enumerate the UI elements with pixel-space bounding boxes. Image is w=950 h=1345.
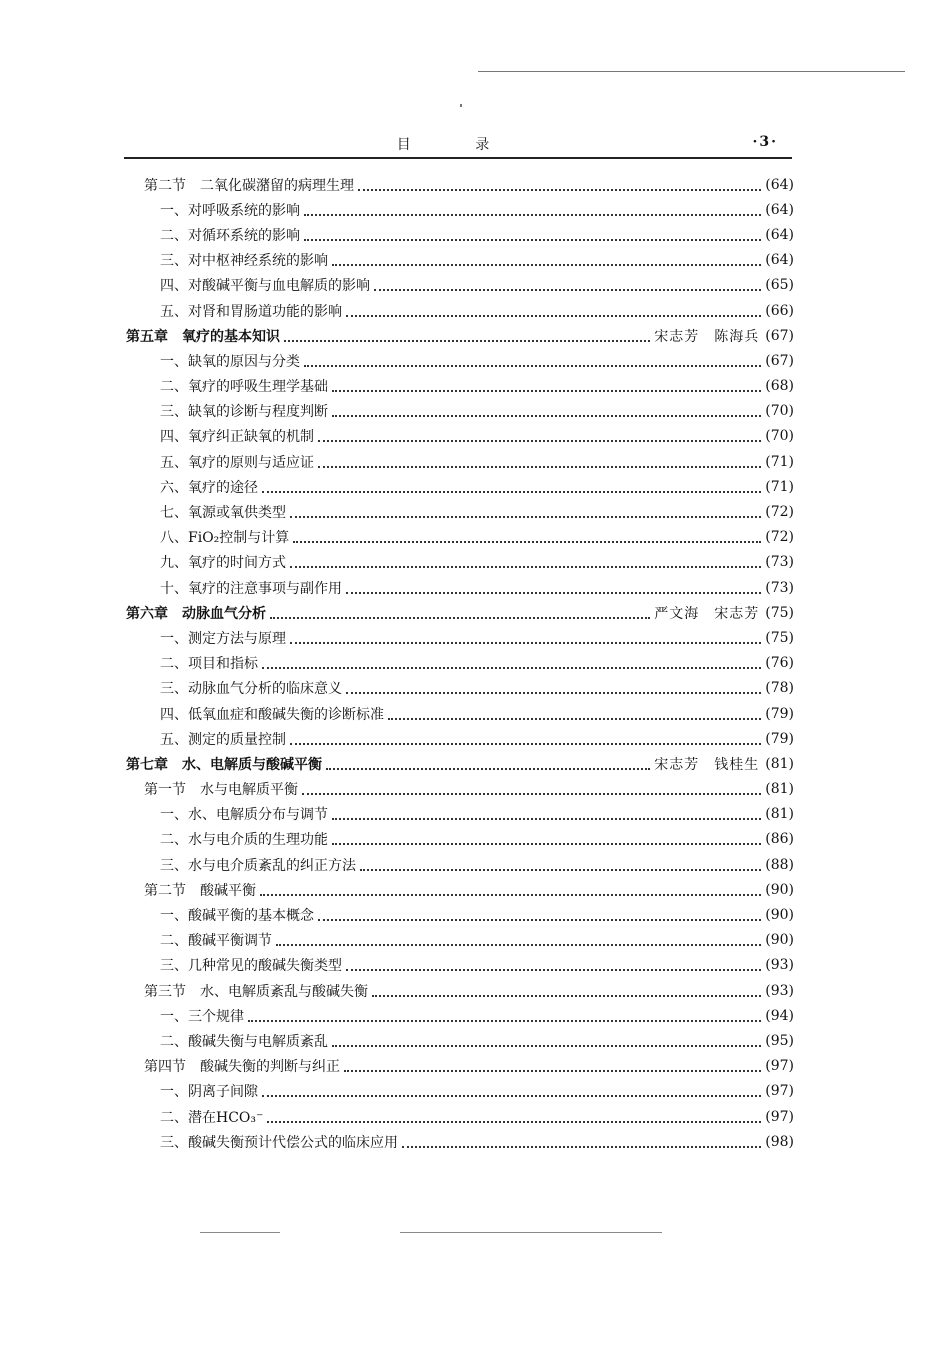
toc-entry-page: (73) <box>765 579 794 596</box>
toc-entry-title: 一、缺氧的原因与分类 <box>160 353 300 370</box>
toc-section-row <box>124 978 794 1003</box>
toc-entry-title: 第七章 水、电解质与酸碱平衡 <box>126 756 322 773</box>
dot-leader <box>318 905 761 921</box>
toc-item-row <box>124 902 794 927</box>
scan-speck <box>460 104 462 107</box>
toc-entry-page: (79) <box>765 730 794 747</box>
dot-leader <box>332 829 761 845</box>
toc-entry-title: 三、水与电介质紊乱的纠正方法 <box>160 857 356 874</box>
toc-entry-page: (64) <box>765 201 794 218</box>
toc-entry-page: (66) <box>765 302 794 319</box>
dot-leader <box>290 628 761 644</box>
toc-chapter-row <box>124 600 794 625</box>
dot-leader <box>290 729 761 745</box>
dot-leader <box>293 527 761 543</box>
toc-entry-title: 三、酸碱失衡预计代偿公式的临床应用 <box>160 1134 398 1151</box>
toc-entry-title: 五、对肾和胃肠道功能的影响 <box>160 303 342 320</box>
toc-entry-title: 二、酸碱平衡调节 <box>160 933 272 950</box>
toc-entry-title: 第六章 动脉血气分析 <box>126 605 266 622</box>
toc-entry-authors: 宋志芳 陈海兵 <box>654 328 760 345</box>
dot-leader <box>332 376 761 392</box>
toc-entry-page: (79) <box>765 705 794 722</box>
toc-entry-page: (98) <box>765 1133 794 1150</box>
toc-entry-title: 一、三个规律 <box>160 1008 244 1025</box>
toc-item-row <box>124 1079 794 1104</box>
toc-item-row <box>124 1003 794 1028</box>
toc-entry-title: 二、项目和指标 <box>160 656 258 673</box>
dot-leader <box>346 301 761 317</box>
dot-leader <box>346 955 761 971</box>
toc-item-row <box>124 726 794 751</box>
toc-entry-title: 第五章 氧疗的基本知识 <box>126 328 280 345</box>
toc-chapter-row <box>124 323 794 348</box>
toc-entry-title: 三、几种常见的酸碱失衡类型 <box>160 958 342 975</box>
scan-artifact-line <box>400 1232 662 1233</box>
dot-leader <box>262 653 761 669</box>
scan-artifact-line <box>478 71 905 72</box>
table-of-contents <box>124 172 794 1154</box>
dot-leader <box>290 552 761 568</box>
toc-item-row <box>124 953 794 978</box>
toc-item-row <box>124 676 794 701</box>
header-page-number: ·3· <box>752 134 778 150</box>
toc-entry-page: (70) <box>765 428 794 445</box>
toc-item-row <box>124 474 794 499</box>
dot-leader <box>270 603 650 619</box>
dot-leader <box>374 275 761 291</box>
header-title: 目 录 <box>396 137 520 153</box>
dot-leader <box>332 804 761 820</box>
toc-entry-title: 十、氧疗的注意事项与副作用 <box>160 580 342 597</box>
toc-entry-title: 五、测定的质量控制 <box>160 731 286 748</box>
toc-entry-title: 二、酸碱失衡与电解质紊乱 <box>160 1033 328 1050</box>
toc-item-row <box>124 1104 794 1129</box>
scan-artifact-line <box>200 1232 280 1233</box>
toc-item-row <box>124 348 794 373</box>
toc-section-row <box>124 877 794 902</box>
toc-entry-page: (88) <box>765 856 794 873</box>
dot-leader <box>304 351 761 367</box>
toc-entry-title: 一、酸碱平衡的基本概念 <box>160 908 314 925</box>
toc-entry-page: (86) <box>765 831 794 848</box>
toc-entry-page: (65) <box>765 277 794 294</box>
header-rule <box>124 157 792 159</box>
toc-item-row <box>124 852 794 877</box>
toc-item-row <box>124 298 794 323</box>
toc-section-row <box>124 1054 794 1079</box>
toc-entry-title: 第二节 二氧化碳潴留的病理生理 <box>144 177 354 194</box>
toc-entry-title: 六、氧疗的途径 <box>160 479 258 496</box>
dot-leader <box>346 678 761 694</box>
dot-leader <box>344 1056 761 1072</box>
toc-entry-page: (75) <box>765 604 794 621</box>
toc-entry-page: (64) <box>765 176 794 193</box>
toc-item-row <box>124 222 794 247</box>
toc-entry-title: 二、氧疗的呼吸生理学基础 <box>160 379 328 396</box>
toc-entry-page: (90) <box>765 932 794 949</box>
toc-entry-title: 二、潜在HCO₃⁻ <box>160 1109 264 1126</box>
toc-item-row <box>124 701 794 726</box>
toc-entry-page: (73) <box>765 554 794 571</box>
toc-item-row <box>124 197 794 222</box>
dot-leader <box>304 225 761 241</box>
toc-item-row <box>124 625 794 650</box>
dot-leader <box>332 401 761 417</box>
toc-entry-authors: 严文海 宋志芳 <box>654 605 760 622</box>
toc-entry-page: (68) <box>765 378 794 395</box>
dot-leader <box>346 578 761 594</box>
toc-item-row <box>124 424 794 449</box>
dot-leader <box>332 1031 761 1047</box>
toc-entry-page: (97) <box>765 1108 794 1125</box>
toc-item-row <box>124 499 794 524</box>
toc-entry-page: (90) <box>765 881 794 898</box>
toc-item-row <box>124 525 794 550</box>
dot-leader <box>318 426 761 442</box>
dot-leader <box>332 250 761 266</box>
dot-leader <box>302 779 761 795</box>
toc-entry-title: 一、测定方法与原理 <box>160 630 286 647</box>
toc-entry-page: (72) <box>765 529 794 546</box>
toc-entry-title: 二、水与电介质的生理功能 <box>160 832 328 849</box>
toc-entry-title: 四、对酸碱平衡与血电解质的影响 <box>160 278 370 295</box>
toc-entry-title: 三、动脉血气分析的临床意义 <box>160 681 342 698</box>
toc-entry-page: (71) <box>765 453 794 470</box>
toc-entry-authors: 宋志芳 钱桂生 <box>654 756 760 773</box>
toc-item-row <box>124 651 794 676</box>
toc-item-row <box>124 1028 794 1053</box>
toc-entry-title: 一、阴离子间隙 <box>160 1084 258 1101</box>
toc-entry-page: (95) <box>765 1032 794 1049</box>
toc-section-row <box>124 172 794 197</box>
toc-item-row <box>124 575 794 600</box>
toc-entry-title: 四、低氧血症和酸碱失衡的诊断标准 <box>160 706 384 723</box>
toc-entry-title: 第四节 酸碱失衡的判断与纠正 <box>144 1059 340 1076</box>
toc-entry-page: (93) <box>765 957 794 974</box>
toc-entry-title: 八、FiO₂控制与计算 <box>160 530 290 547</box>
toc-entry-page: (71) <box>765 478 794 495</box>
dot-leader <box>267 1107 761 1123</box>
toc-item-row <box>124 827 794 852</box>
toc-entry-title: 一、水、电解质分布与调节 <box>160 807 328 824</box>
toc-entry-page: (97) <box>765 1058 794 1075</box>
dot-leader <box>248 1006 761 1022</box>
toc-entry-page: (76) <box>765 655 794 672</box>
toc-entry-page: (67) <box>765 352 794 369</box>
toc-item-row <box>124 928 794 953</box>
toc-entry-title: 第三节 水、电解质紊乱与酸碱失衡 <box>144 983 368 1000</box>
toc-item-row <box>124 273 794 298</box>
toc-entry-title: 五、氧疗的原则与适应证 <box>160 454 314 471</box>
toc-entry-page: (94) <box>765 1007 794 1024</box>
toc-item-row <box>124 374 794 399</box>
toc-entry-title: 第一节 水与电解质平衡 <box>144 782 298 799</box>
dot-leader <box>388 704 761 720</box>
toc-entry-page: (64) <box>765 226 794 243</box>
toc-entry-title: 三、缺氧的诊断与程度判断 <box>160 404 328 421</box>
dot-leader <box>402 1132 761 1148</box>
toc-item-row <box>124 802 794 827</box>
dot-leader <box>276 930 761 946</box>
toc-section-row <box>124 777 794 802</box>
dot-leader <box>290 502 761 518</box>
toc-entry-title: 三、对中枢神经系统的影响 <box>160 253 328 270</box>
dot-leader <box>318 452 761 468</box>
dot-leader <box>284 326 650 342</box>
dot-leader <box>304 200 761 216</box>
toc-item-row <box>124 550 794 575</box>
toc-entry-page: (97) <box>765 1083 794 1100</box>
dot-leader <box>358 175 761 191</box>
toc-entry-page: (81) <box>765 806 794 823</box>
toc-entry-page: (70) <box>765 403 794 420</box>
dot-leader <box>260 880 761 896</box>
toc-item-row <box>124 449 794 474</box>
toc-entry-title: 第二节 酸碱平衡 <box>144 882 256 899</box>
toc-entry-page: (72) <box>765 504 794 521</box>
toc-entry-title: 一、对呼吸系统的影响 <box>160 202 300 219</box>
toc-entry-title: 四、氧疗纠正缺氧的机制 <box>160 429 314 446</box>
toc-chapter-row <box>124 751 794 776</box>
toc-entry-page: (75) <box>765 629 794 646</box>
toc-entry-title: 九、氧疗的时间方式 <box>160 555 286 572</box>
toc-entry-page: (78) <box>765 680 794 697</box>
running-header <box>124 130 792 156</box>
toc-entry-title: 二、对循环系统的影响 <box>160 227 300 244</box>
toc-entry-page: (64) <box>765 252 794 269</box>
dot-leader <box>262 1081 761 1097</box>
toc-item-row <box>124 1129 794 1154</box>
toc-entry-page: (67) <box>765 327 794 344</box>
toc-entry-page: (81) <box>765 781 794 798</box>
toc-entry-page: (90) <box>765 907 794 924</box>
toc-entry-page: (81) <box>765 755 794 772</box>
dot-leader <box>262 477 761 493</box>
toc-entry-title: 七、氧源或氧供类型 <box>160 505 286 522</box>
dot-leader <box>326 754 650 770</box>
dot-leader <box>360 855 761 871</box>
toc-item-row <box>124 248 794 273</box>
toc-entry-page: (93) <box>765 982 794 999</box>
toc-item-row <box>124 399 794 424</box>
dot-leader <box>372 981 761 997</box>
